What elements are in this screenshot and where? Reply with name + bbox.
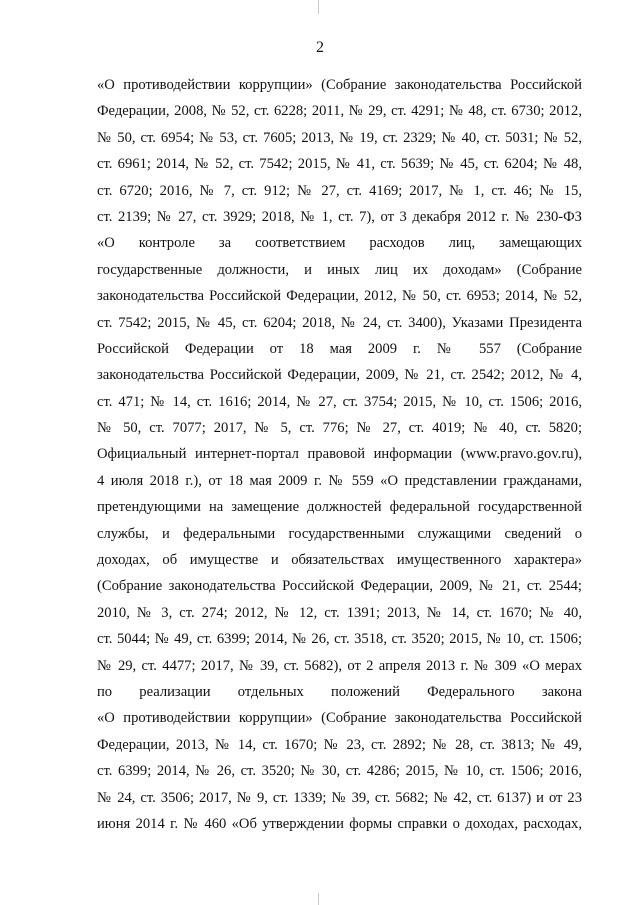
text-line: «О противодействии коррупции» (Собрание законодательства Российской — [97, 77, 582, 93]
text-line: законодательства Российской Федерации, 2009, № 21, ст. 2542; 2012, № 4, — [97, 367, 582, 384]
text-line: «О контроле за соответствием расходов лиц, замещающих — [97, 235, 582, 252]
text-line: 4 июля 2018 г.), от 18 мая 2009 г. № 559 «О представлении гражданами, — [97, 472, 582, 489]
text-line: № 29, ст. 4477; 2017, № 39, ст. 5682), от 2 апреля 2013 г. № 309 «О мерах — [97, 657, 582, 674]
text-line: № 24, ст. 3506; 2017, № 9, ст. 1339; № 39, ст. 5682; № 42, ст. 6137) и от 23 — [97, 789, 582, 806]
text-line: законодательства Российской Федерации, 2012, № 50, ст. 6953; 2014, № 52, — [97, 288, 582, 305]
text-line: Официальный интернет-портал правовой информации (www.pravo.gov.ru), — [97, 446, 582, 463]
text-line: ст. 2139; № 27, ст. 3929; 2018, № 1, ст. 7), от 3 декабря 2012 г. № 230-ФЗ — [97, 208, 582, 225]
document-body-text — [97, 72, 582, 837]
text-line: по реализации отдельных положений Федерального закона — [97, 683, 582, 700]
text-line: претендующими на замещение должностей федеральной государственной — [97, 499, 582, 516]
text-line: доходах, об имуществе и обязательствах имущественного характера» — [97, 552, 582, 569]
text-line: № 50, ст. 6954; № 53, ст. 7605; 2013, № 19, ст. 2329; № 40, ст. 5031; № 52, — [97, 129, 582, 146]
text-line: 2010, № 3, ст. 274; 2012, № 12, ст. 1391; 2013, № 14, ст. 1670; № 40, — [97, 604, 582, 621]
text-line: ст. 6399; 2014, № 26, ст. 3520; № 30, ст. 4286; 2015, № 10, ст. 1506; 2016, — [97, 763, 582, 780]
text-line: июня 2014 г. № 460 «Об утверждении формы справки о доходах, расходах, — [97, 815, 582, 832]
text-line: Российской Федерации от 18 мая 2009 г. № 557 (Собрание — [97, 340, 582, 357]
text-line: ст. 7542; 2015, № 45, ст. 6204; 2018, № 24, ст. 3400), Указами Президента — [97, 314, 582, 331]
text-line: ст. 6961; 2014, № 52, ст. 7542; 2015, № 41, ст. 5639; № 45, ст. 6204; № 48, — [97, 156, 582, 173]
scan-fold-mark-top — [318, 0, 319, 14]
scan-fold-mark-bottom — [318, 893, 319, 905]
text-line: ст. 5044; № 49, ст. 6399; 2014, № 26, ст. 3518, ст. 3520; 2015, № 10, ст. 1506; — [97, 631, 582, 648]
text-line: ст. 6720; 2016, № 7, ст. 912; № 27, ст. 4169; 2017, № 1, ст. 46; № 15, — [97, 182, 582, 199]
text-line: (Собрание законодательства Российской Федерации, 2009, № 21, ст. 2544; — [97, 578, 582, 595]
text-line: Федерации, 2013, № 14, ст. 1670; № 23, ст. 2892; № 28, ст. 3813; № 49, — [97, 736, 582, 753]
text-line: Федерации, 2008, № 52, ст. 6228; 2011, № 29, ст. 4291; № 48, ст. 6730; 2012, — [97, 103, 582, 120]
text-line: № 50, ст. 7077; 2017, № 5, ст. 776; № 27, ст. 4019; № 40, ст. 5820; — [97, 420, 582, 437]
text-line: службы, и федеральными государственными служащими сведений о — [97, 525, 582, 542]
text-line: государственные должности, и иных лиц их доходам» (Собрание — [97, 261, 582, 278]
text-line: ст. 471; № 14, ст. 1616; 2014, № 27, ст. 3754; 2015, № 10, ст. 1506; 2016, — [97, 393, 582, 410]
text-line: «О противодействии коррупции» (Собрание законодательства Российской — [97, 710, 582, 727]
page-number: 2 — [316, 39, 324, 56]
